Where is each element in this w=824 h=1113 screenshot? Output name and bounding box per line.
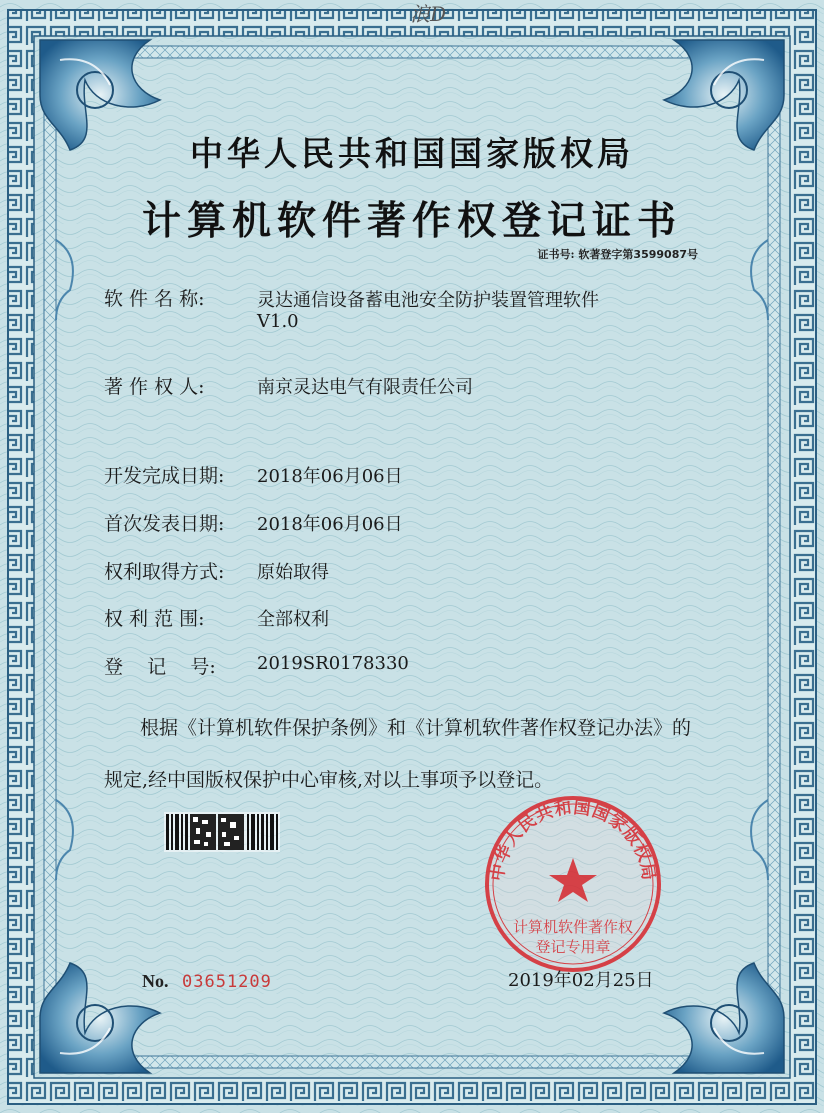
completion-date-value: 2018年06月06日: [257, 466, 403, 487]
seal-center-line1: 计算机软件著作权: [512, 918, 634, 936]
statement-line1: 根据《计算机软件保护条例》和《计算机软件著作权登记办法》的: [140, 717, 692, 739]
completion-date-label: 开发完成日期:: [104, 465, 225, 487]
rights-scope-value: 全部权利: [257, 609, 329, 630]
registration-number-value: 2019SR0178330: [257, 653, 409, 674]
barcode: [164, 812, 280, 852]
acquisition-method-label: 权利取得方式:: [104, 561, 225, 583]
handwritten-note: 浪D: [410, 2, 447, 26]
copyright-owner-label: 著 作 权 人:: [104, 376, 205, 398]
software-version: V1.0: [257, 311, 299, 332]
publish-date-value: 2018年06月06日: [257, 514, 403, 535]
serial-number: 03651209: [182, 972, 272, 992]
software-name-value: 灵达通信设备蓄电池安全防护装置管理软件: [257, 290, 599, 311]
seal-ring-text: 中华人民共和国国家版权局: [487, 797, 659, 883]
publish-date-label: 首次发表日期:: [104, 513, 225, 535]
statement-line2: 规定,经中国版权保护中心审核,对以上事项予以登记。: [104, 769, 554, 791]
certificate-number-label: 证书号:: [537, 248, 575, 261]
software-name-label: 软 件 名 称:: [104, 288, 205, 310]
official-seal: [487, 798, 659, 970]
acquisition-method-value: 原始取得: [257, 562, 329, 583]
certificate-number: [538, 246, 698, 262]
rights-scope-label: 权 利 范 围:: [104, 608, 205, 630]
registration-number-label: 登 记 号:: [104, 656, 216, 678]
serial-label: No.: [142, 971, 169, 991]
issuing-authority: 中华人民共和国国家版权局: [190, 134, 634, 173]
certificate-title: 计算机软件著作权登记证书: [141, 198, 682, 244]
copyright-owner-value: 南京灵达电气有限责任公司: [257, 377, 473, 398]
certificate-number-value: 软著登字第3599087号: [578, 248, 698, 261]
seal-center-line2: 登记专用章: [535, 938, 611, 956]
issue-date: 2019年02月25日: [508, 970, 654, 991]
